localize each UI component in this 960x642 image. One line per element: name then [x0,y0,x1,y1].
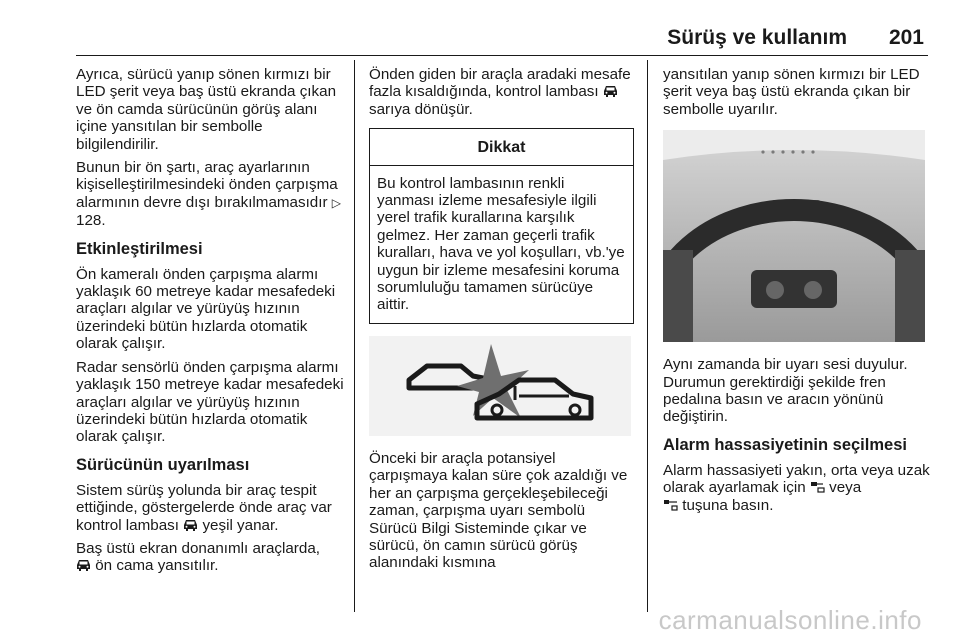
section-heading: Etkinleştirilmesi [76,239,203,258]
paragraph-text: tuşuna basın. [682,496,774,514]
header-rule [76,55,928,56]
paragraph [76,482,346,534]
column-2 [369,66,634,578]
paragraph [663,462,930,514]
car-front-icon [603,85,618,97]
column-1 [76,66,346,581]
paragraph: Radar sensörlü önden çarpışma alarmı yaklaşık 150 metreye kadar mesafedeki araçları algılar ve yürüyüş hızının üzerindeki bütün hızlarda otomatik olarak çalışır. [76,358,344,446]
dashboard-led-strip-photo [663,130,925,342]
section-heading: Sürücünün uyarılması [76,455,250,474]
paragraph-text: Alarm hassasiyeti yakın, orta veya uzak olarak ayarlamak için [663,461,930,497]
section-heading: Alarm hassasiyetinin seçilmesi [663,435,907,454]
paragraph: Ön kameralı önden çarpışma alarmı yaklaşık 60 metreye kadar mesafedeki araçları algılar ve yürüyüş hızının üzerindeki bütün hızlarda otomatik olarak çalışır. [76,265,336,353]
paragraph-text: veya [829,479,862,497]
page-number: 201 [888,26,924,49]
paragraph-text: Sistem sürüş yolunda bir araç tespit ettiğinde, göstergelerde önde araç var kontrol lambası [76,481,332,534]
notice-title: Dikkat [370,129,633,165]
running-title: Sürüş ve kullanım [667,26,847,49]
notice-body: Bu kontrol lambasının renkli yanması izleme mesafesiyle ilgili yerel trafik kurallarına karşılık gelmez. Her zaman geçerli trafik kuralları, hava ve yol koşulları, vb.'ye uygun bir izleme mesafesini koruma sorumluluğu tamamen sürücüye aittir. [377,174,625,314]
distance-far-icon [663,499,678,511]
watermark: carmanualsonline.info [658,605,922,635]
column-divider-2 [647,60,648,612]
paragraph [369,66,634,118]
collision-warning-symbol-figure [369,336,631,436]
paragraph-text: Baş üstü ekran donanımlı araçlarda, [76,539,320,557]
paragraph: yansıtılan yanıp sönen kırmızı bir LED şerit veya baş üstü ekranda çıkan bir sembolle uyarılır. [663,66,920,118]
paragraph-text: sarıya dönüşür. [369,100,473,118]
paragraph-text: Önden giden bir araçla aradaki mesafe fazla kısaldığında, kontrol lambası [369,66,631,101]
page-header [0,0,960,56]
paragraph-text: ön cama yansıtılır. [95,557,219,575]
paragraph-text: Bunun bir ön şartı, araç ayarlarının kişiselleştirilmesindeki önden çarpışma alarmının devre dışı bırakılmamasıdır [76,159,338,211]
car-front-icon [183,519,198,531]
page-reference-link[interactable]: 128. [76,212,106,230]
paragraph [76,540,346,575]
column-divider-1 [354,60,355,612]
car-front-icon [76,559,91,571]
paragraph: Ayrıca, sürücü yanıp sönen kırmızı bir LED şerit veya baş üstü ekranda çıkan ve ön camda sürücünün görüş alanı içine yansıtılan bir sembolle bilgilendirilir. [76,66,337,153]
paragraph: Önceki bir araçla potansiyel çarpışmaya kalan süre çok azaldığı ve her an çarpışma gerçekleşebileceği zaman, çarpışma uyarı sembolü Sürücü Bilgi Sisteminde çıkar ve sürücü, ön camın sürücü görüş alanındaki kısmına [369,449,628,572]
paragraph [76,159,346,230]
paragraph-text: yeşil yanar. [202,516,279,534]
column-3 [663,66,930,520]
distance-near-icon [810,481,825,493]
paragraph: Aynı zamanda bir uyarı sesi duyulur. Durumun gerektirdiği şekilde fren pedalına basın ve aracın yönünü değiştirin. [663,356,908,426]
notice-box [369,128,634,324]
triangle-arrow-icon: ▷ [331,195,341,210]
